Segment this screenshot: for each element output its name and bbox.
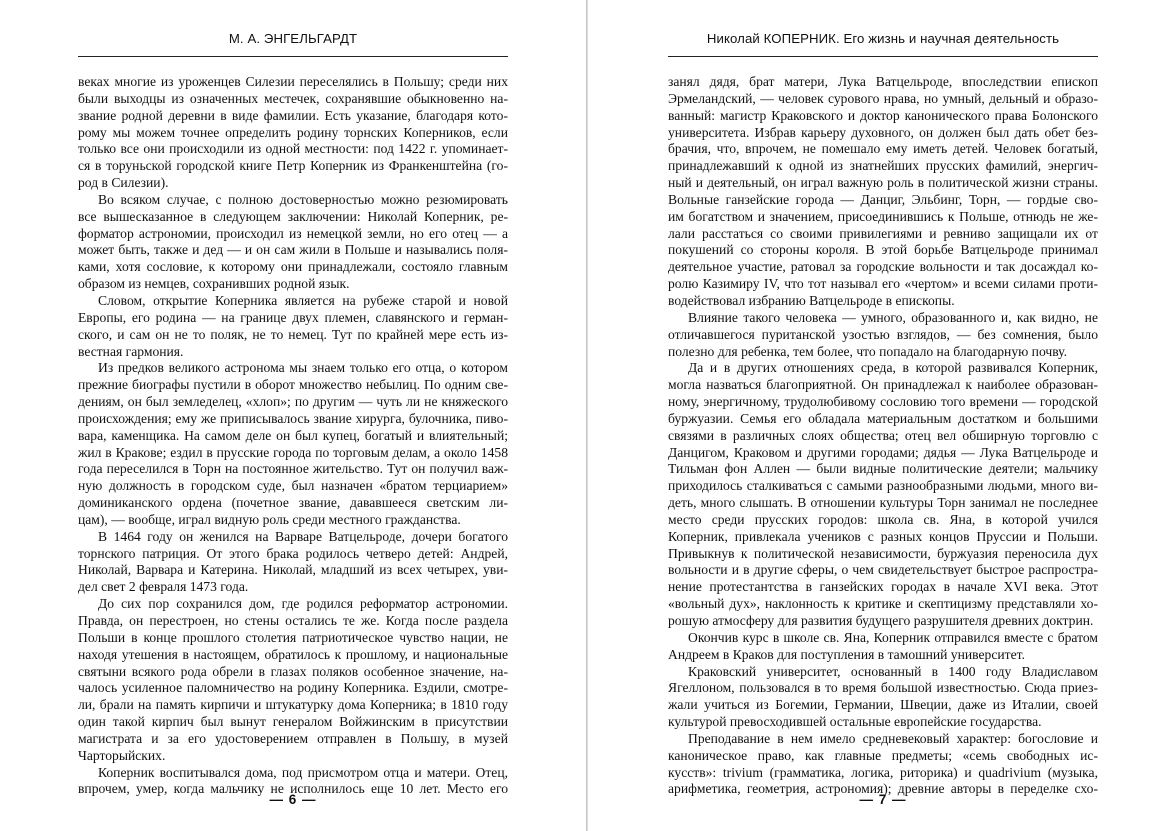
text-line: рошую атмосферу для развития будущего разрушителя древних доктрин.	[668, 613, 1094, 628]
text-line: образом из немцев, сохранивших родной язык.	[78, 276, 350, 292]
text-line: арифметика, геометрия, астрономия); древние авторы в переделке схо-	[668, 781, 1098, 797]
text-line: Эрмеландский, — человек сурового нрава, но умный, дельный и образо-	[668, 90, 1098, 106]
text-line: ную должность в городском суде, был назначен «братом терциарием»	[78, 478, 508, 494]
text-line: Ягеллоном, пользовался в то время большой известностью. Сюда приез-	[668, 680, 1098, 696]
text-line: принадлежавший к одной из знатнейших прусских фамилий, энергич-	[668, 158, 1098, 174]
text-line: им богатством и значением, присоединившись к Польше, отнюдь не же-	[668, 208, 1098, 224]
text-line: жали учиться из Богемии, Германии, Швеции, даже из Италии, своей	[668, 697, 1098, 713]
text-line: цам), — вообще, играл видную роль среди местного гражданства.	[78, 511, 461, 527]
text-line: впрочем, умер, когда мальчику не исполнилось еще 10 лет. Место его	[78, 781, 508, 797]
text-line: Чарторыйских.	[78, 747, 166, 763]
text-line: доминиканского ордена (почетное звание, дававшееся светским ли-	[78, 495, 508, 511]
text-line: ского, и сам он не то поляк, не то немец. Тут по крайней мере есть из-	[78, 326, 508, 342]
text-line: Да и в других отношениях среда, в которой развивался Коперник,	[688, 360, 1098, 376]
text-line: покушений со стороны короля. В этой борьбе Ватцельроде принимал	[668, 242, 1098, 258]
text-line: Правда, он перестроен, но стены остались те же. Когда после раздела	[78, 613, 508, 628]
text-line: водействовал избранию Ватцельроде в епископы.	[668, 292, 955, 308]
text-line: может быть, также и дед — и он сам жили в Польше и назывались поля-	[78, 242, 508, 258]
text-line: вестная гармония.	[78, 343, 184, 359]
text-line: род в Силезии).	[78, 175, 169, 191]
text-line: дел свет 2 февраля 1473 года.	[78, 579, 249, 595]
text-line: Данцигом, Краковом и другими городами; дядья — Лука Ватцельроде и	[668, 444, 1098, 460]
running-head: М. А. ЭНГЕЛЬГАРДТ	[228, 31, 358, 46]
text-line: Привыкнув к политической независимости, буржуазия переносила дух	[668, 545, 1098, 561]
text-line: ли, брали на память кирпичи и штукатурку дома Коперника; в 1810 году	[78, 697, 508, 713]
text-line: кусств»: trivium (грамматика, логика, риторика) и quadrivium (музыка,	[668, 764, 1098, 780]
text-line: каноническое право, как главные предметы; «семь свободных ис-	[668, 747, 1098, 763]
text-line: культурой превосходившей остальные европейские государства.	[668, 714, 1042, 730]
text-line: полезно для ребенка, тем более, что попадало на благодарную почву.	[668, 343, 1068, 359]
text-line: ный и деятельный, он играл важную роль в политической жизни страны.	[668, 175, 1098, 191]
text-line: университета. Избрав карьеру духовного, он должен был дать обет без-	[668, 124, 1098, 140]
book-gutter	[586, 0, 588, 831]
page-number: — 6 —	[269, 792, 317, 807]
text-line: Коперник воспитывался дома, под присмотром отца и матери. Отец,	[98, 764, 508, 780]
text-line: «вольный дух», наклонность к критике и скептицизму представляли хо-	[668, 596, 1098, 612]
text-line: вольности и в другие сферы, о чем свидетельствует быстрое распростра-	[668, 562, 1098, 578]
text-line: ванный: магистр Краковского и доктор канонического права Болонского	[668, 107, 1098, 123]
text-line: Вольные ганзейские города — Данциг, Эльбинг, Торн, — гордые сво-	[668, 191, 1098, 207]
text-line: Европы, его родина — на границе двух племен, славянского и герман-	[78, 309, 508, 325]
right-page	[668, 0, 1098, 831]
text-line: находя утешения в настоящем, обратилось к прошлому, и национальные	[78, 646, 508, 662]
text-line: Преподавание в нем имело средневековый характер: богословие и	[688, 730, 1098, 746]
text-line: жил в Кракове; ездил в прусские города по торговым делам, а около 1458	[78, 444, 508, 460]
text-line: брачия, что, впрочем, не помешало ему иметь детей. Человек богатый,	[668, 141, 1098, 157]
text-line: До сих пор сохранился дом, где родился реформатор астрономии.	[98, 596, 508, 612]
text-line: ками, хотя сословие, к которому они принадлежали, состояло главным	[78, 259, 508, 275]
text-line: место среди прусских городов: школа св. Яна, в которой учился	[668, 511, 1098, 527]
text-line: один такой кирпич был вынут генералом Войжинским в присутствии	[78, 714, 508, 730]
body-text	[668, 74, 1098, 798]
left-page	[78, 0, 508, 831]
text-line: отличавшегося пуританской узостью взглядов, — без сомнения, было	[668, 326, 1098, 342]
text-line: святыни всякого рода обрели в глазах поляков особенное значение, на-	[78, 663, 508, 679]
text-line: ному, энергичному, трудолюбивому сословию того времени — городской	[668, 394, 1098, 410]
text-line: дениям, он был земледелец, «хлоп»; по другим — чуть ли не княжеского	[78, 394, 508, 410]
text-line: происхождения; ему же приписывалось звание хирурга, булочника, пиво-	[78, 410, 508, 426]
header-rule	[668, 56, 1098, 57]
text-line: деятельное участие, ратовал за городские вольности и так досаждал ко-	[668, 259, 1098, 275]
text-line: В 1464 году он женился на Варваре Ватцельроде, дочери богатого	[98, 528, 508, 544]
text-line: связями в различных слоях общества; отец вел обширную торговлю с	[668, 427, 1098, 443]
text-line: деть, много слышать. В отношении культуры Торн занимал не последнее	[668, 495, 1098, 511]
text-line: Тильман фон Аллен — были видные политические деятели; мальчику	[668, 461, 1098, 477]
text-line: прежние биографы пустили в оборот множество небылиц. По одним све-	[78, 377, 508, 393]
text-line: Николай, Варвара и Катерина. Николай, младший из всех четырех, уви-	[78, 562, 508, 578]
text-line: рому мы можем точнее определить родину торнских Коперников, если	[78, 124, 508, 140]
text-line: Влияние такого человека — умного, образованного и, как видно, не	[688, 309, 1098, 325]
running-head: Николай КОПЕРНИК. Его жизнь и научная деятельность	[706, 31, 1060, 46]
text-line: Из предков великого астронома мы знаем только его отца, о котором	[98, 360, 508, 376]
text-line: магистрата и за его удостоверением отправлен в Польшу, в музей	[78, 730, 508, 746]
text-line: Польши в конце прошлого столетия патриотическое чувство нации, не	[78, 629, 508, 645]
text-line: веках многие из уроженцев Силезии переселялись в Польшу; среди них	[78, 74, 508, 89]
text-line: Во всяком случае, с полною достоверностью можно резюмировать	[98, 191, 508, 207]
text-line: чалось усиленное паломничество на родину Коперника. Ездили, смотре-	[78, 680, 508, 696]
text-line: занял дядя, брат матери, Лука Ватцельроде, впоследствии епископ	[668, 74, 1098, 89]
text-line: года переселился в Торн на постоянное жительство. Тут он получил важ-	[78, 461, 508, 477]
text-line: могла назваться благоприятной. Он принадлежал к наиболее образован-	[668, 377, 1098, 393]
text-line: Краковский университет, основанный в 1400 году Владиславом	[688, 663, 1098, 679]
body-text	[78, 74, 508, 798]
text-line: все вышесказанное в следующем заключении: Николай Коперник, ре-	[78, 208, 508, 224]
text-line: приходилось сталкиваться с самыми разнообразными людьми, много ви-	[668, 478, 1098, 494]
text-line: Коперник, привлекала учеников с разных концов Пруссии и Польши.	[668, 528, 1098, 544]
text-line: нение протестантства в ганзейских городах в начале XVI века. Этот	[668, 579, 1098, 595]
text-line: Окончив курс в школе св. Яна, Коперник отправился вместе с братом	[688, 629, 1098, 645]
text-line: Словом, открытие Коперника является на рубеже старой и новой	[98, 292, 508, 308]
page-number: — 7 —	[859, 792, 907, 807]
text-line: лали расстаться со своими привилегиями и ревниво защищали их от	[668, 225, 1098, 241]
text-line: звание родной деревни в виде фамилии. Есть указание, благодаря кото-	[78, 107, 508, 123]
text-line: вара, каменщика. На самом деле он был купец, богатый и влиятельный;	[78, 427, 508, 443]
header-rule	[78, 56, 508, 57]
text-line: были выходцы из означенных местечек, сохранявшие обыкновенно на-	[78, 90, 508, 106]
text-line: форматор астрономии, происходил из немецкой земли, но его отец — а	[78, 225, 508, 241]
text-line: ролю Казимиру IV, что тот называл его «чертом» и всеми силами проти-	[668, 276, 1098, 292]
text-line: буржуазии. Семья его обладала материальным достатком и большими	[668, 410, 1098, 426]
text-line: торнского патриция. От этого брака родилось четверо детей: Андрей,	[78, 545, 508, 561]
text-line: Андреем в Краков для поступления в тамошний университет.	[668, 646, 1025, 662]
text-line: ся в торуньской городской книге Петр Коперник из Франкенштейна (го-	[78, 158, 508, 174]
text-line: только все они происходили из одной местности: под 1422 г. упоминает-	[78, 141, 508, 157]
